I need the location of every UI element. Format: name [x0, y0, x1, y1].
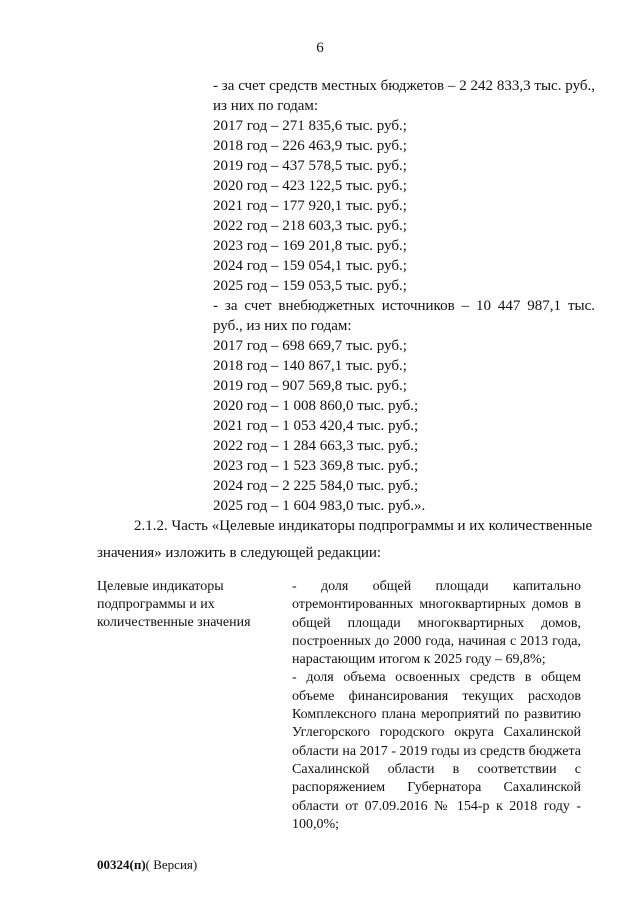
funding-line: 2024 год – 2 225 584,0 тыс. руб.;: [213, 478, 419, 494]
funding-line: 2021 год – 177 920,1 тыс. руб.;: [213, 198, 407, 214]
funding-line: - за счет средств местных бюджетов – 2 242 833,3 тыс. руб.,: [213, 78, 595, 94]
funding-line: 2023 год – 169 201,8 тыс. руб.;: [213, 238, 407, 254]
funding-line: из них по годам:: [213, 98, 319, 114]
funding-line: 2021 год – 1 053 420,4 тыс. руб.;: [213, 418, 419, 434]
indicators-label-line: подпрограммы и их: [97, 597, 215, 612]
indicator-item: - доля объема освоенных средств в общем объеме финансирования текущих расходов Комплексного плана мероприятий по развитию Углегорского городского округа Сахалинской области на 2017 - 2019 годы из средств бюджета Сахалинской области в соответствии с распоряжением Губернатора Сахалинской области от 07.09.2016 № 154-р к 2018 году - 100,0%;: [292, 670, 581, 832]
funding-line: 2025 год – 159 053,5 тыс. руб.;: [213, 278, 407, 294]
funding-line: 2025 год – 1 604 983,0 тыс. руб.».: [213, 498, 426, 514]
funding-line: 2022 год – 1 284 663,3 тыс. руб.;: [213, 438, 419, 454]
funding-line: 2020 год – 423 122,5 тыс. руб.;: [213, 178, 407, 194]
paragraph-line-1: 2.1.2. Часть «Целевые индикаторы подпрограммы и их количественные: [134, 518, 593, 534]
paragraph-line-2: значения» изложить в следующей редакции:: [97, 545, 382, 561]
funding-line: 2017 год – 271 835,6 тыс. руб.;: [213, 118, 407, 134]
indicators-label-cell: [97, 578, 277, 632]
document-version: ( Версия): [145, 857, 198, 872]
indicators-label-line: количественные значения: [97, 615, 251, 630]
funding-line: 2018 год – 140 867,1 тыс. руб.;: [213, 358, 407, 374]
funding-line: 2023 год – 1 523 369,8 тыс. руб.;: [213, 458, 419, 474]
document-footer: [97, 857, 197, 873]
funding-line: 2020 год – 1 008 860,0 тыс. руб.;: [213, 398, 419, 414]
funding-line: 2017 год – 698 669,7 тыс. руб.;: [213, 338, 407, 354]
indicators-values-cell: [292, 578, 581, 834]
funding-line: - за счет внебюджетных источников – 10 447 987,1 тыс.: [213, 298, 595, 314]
page-number: 6: [316, 40, 324, 56]
indicators-label-line: Целевые индикаторы: [97, 579, 224, 594]
indicator-item: - доля общей площади капитально отремонтированных многоквартирных домов в общей площади многоквартирных домов, построенных до 2000 года, начиная с 2013 года, нарастающим итогом к 2025 году – 69,8%;: [292, 579, 581, 668]
funding-line: 2024 год – 159 054,1 тыс. руб.;: [213, 258, 407, 274]
funding-line: руб., из них по годам:: [213, 318, 352, 334]
funding-line: 2018 год – 226 463,9 тыс. руб.;: [213, 138, 407, 154]
document-code: 00324(п): [97, 857, 146, 872]
funding-line: 2022 год – 218 603,3 тыс. руб.;: [213, 218, 407, 234]
funding-line: 2019 год – 437 578,5 тыс. руб.;: [213, 158, 407, 174]
funding-block: [213, 76, 595, 516]
funding-line: 2019 год – 907 569,8 тыс. руб.;: [213, 378, 407, 394]
